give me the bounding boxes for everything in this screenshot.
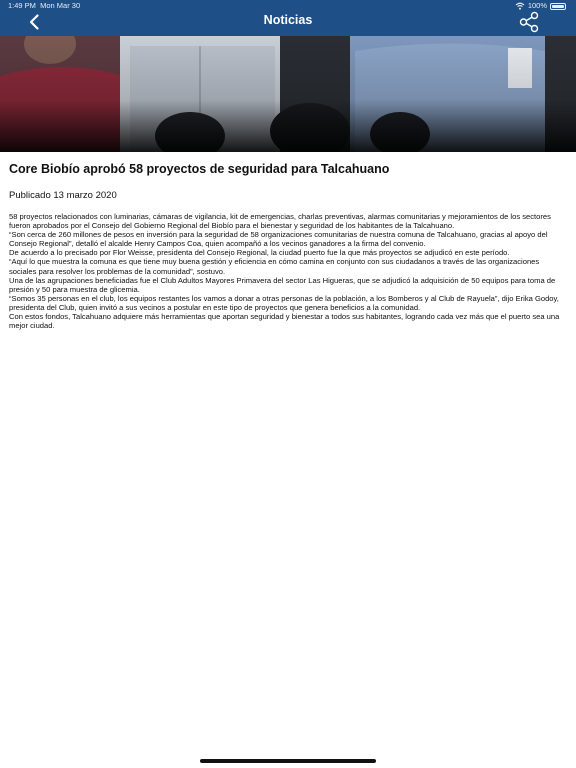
- navigation-bar: [0, 0, 576, 36]
- status-time: [8, 0, 80, 12]
- article-headline: Core Biobío aprobó 58 proyectos de seguridad para Talcahuano: [9, 162, 390, 176]
- battery-percent: 100%: [527, 1, 547, 10]
- article-paragraph: “Aquí lo que muestra la comuna es que tiene muy buena gestión y eficiencia en cómo camina en conjunto con sus ciudadanos a través de las organizaciones sociales para resolver los problemas de la comunidad”, sostuvo.: [9, 257, 540, 276]
- article-paragraph: 58 proyectos relacionados con luminarias, cámaras de vigilancia, kit de emergencias, charlas preventivas, alarmas comunitarias y mejoramientos de los sectores fueron aprobados por el Consejo del Gobierno Regional del Biobío para el bienestar y seguridad de los habitantes de la Talcahuano.: [9, 212, 551, 231]
- battery-icon: [550, 3, 566, 10]
- wifi-icon: [515, 2, 525, 10]
- page-title: Noticias: [263, 13, 313, 27]
- hero-photo: [0, 36, 576, 152]
- home-indicator[interactable]: [200, 759, 376, 763]
- status-bar: [0, 0, 576, 12]
- article-paragraph: Con estos fondos, Talcahuano adquiere más herramientas que aportan seguridad y bienestar a todos sus habitantes, logrando cada vez más que el puerto sea una mejor ciudad.: [9, 312, 560, 331]
- article-hero-image: [0, 36, 576, 152]
- status-time-text: 1:49 PM: [8, 1, 36, 10]
- article-paragraph: Una de las agrupaciones beneficiadas fue el Club Adultos Mayores Primavera del sector Las Higueras, que se adjudicó la adquisición de 50 equipos para toma de presión y 50 para muestra de glicemia.: [9, 275, 556, 294]
- article-body: [9, 212, 567, 330]
- status-date: Mon Mar 30: [40, 1, 81, 10]
- share-icon[interactable]: [518, 11, 540, 33]
- article-paragraph: De acuerdo a lo precisado por Flor Weisse, presidenta del Consejo Regional, la ciudad puerto fue la que más proyectos se adjudicó en este período.: [9, 248, 510, 258]
- article-paragraph: “Somos 35 personas en el club, los equipos restantes los vamos a donar a otras personas de la población, a los Bomberos y al Club de Rayuela”, dijo Erika Godoy, presidenta del Club, quien invitó a sus vecinos a postular en este tipo de proyectos que genera beneficios a la comunidad.: [9, 293, 559, 312]
- article-paragraph: “Son cerca de 260 millones de pesos en inversión para la seguridad de 58 organizaciones comunitarias de nuestra comuna de Talcahuano, gracias al apoyo del Consejo Regional”, detalló el alcalde Henry Campos Coa, quien acompañó a los vecinos ganadores a la firma del convenio.: [9, 230, 548, 249]
- publish-date: Publicado 13 marzo 2020: [9, 190, 117, 201]
